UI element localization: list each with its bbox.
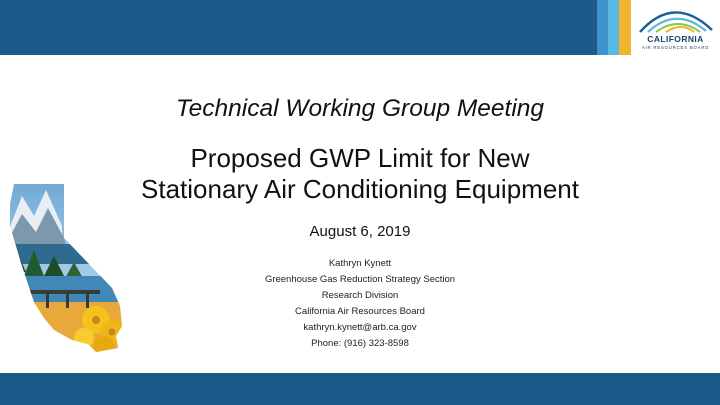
accent-stripe-gold xyxy=(619,0,631,55)
logo-wordmark: CALIFORNIA xyxy=(647,34,704,44)
presentation-date: August 6, 2019 xyxy=(309,223,411,240)
presenter-name: Kathryn Kynett xyxy=(328,258,392,269)
footer-bar xyxy=(0,373,720,405)
california-collage-image xyxy=(0,180,150,360)
accent-stripe-light-blue xyxy=(608,0,619,55)
presenter-email: kathryn.kynett@arb.ca.gov xyxy=(303,322,417,333)
presenter-organization: California Air Resources Board xyxy=(295,306,425,317)
logo-arcs-icon xyxy=(634,0,718,34)
presenter-phone: Phone: (916) 323-8598 xyxy=(311,338,409,349)
carb-logo xyxy=(631,0,720,55)
meeting-title: Technical Working Group Meeting xyxy=(175,95,545,122)
presenter-section: Greenhouse Gas Reduction Strategy Section xyxy=(264,274,456,285)
accent-stripe-blue xyxy=(597,0,608,55)
header-bar xyxy=(0,0,720,55)
logo-subtitle: AIR RESOURCES BOARD xyxy=(641,45,710,50)
presenter-division: Research Division xyxy=(321,290,399,301)
slide-title-line-1: Proposed GWP Limit for New xyxy=(190,143,530,173)
slide-title-line-2: Stationary Air Conditioning Equipment xyxy=(141,174,579,204)
